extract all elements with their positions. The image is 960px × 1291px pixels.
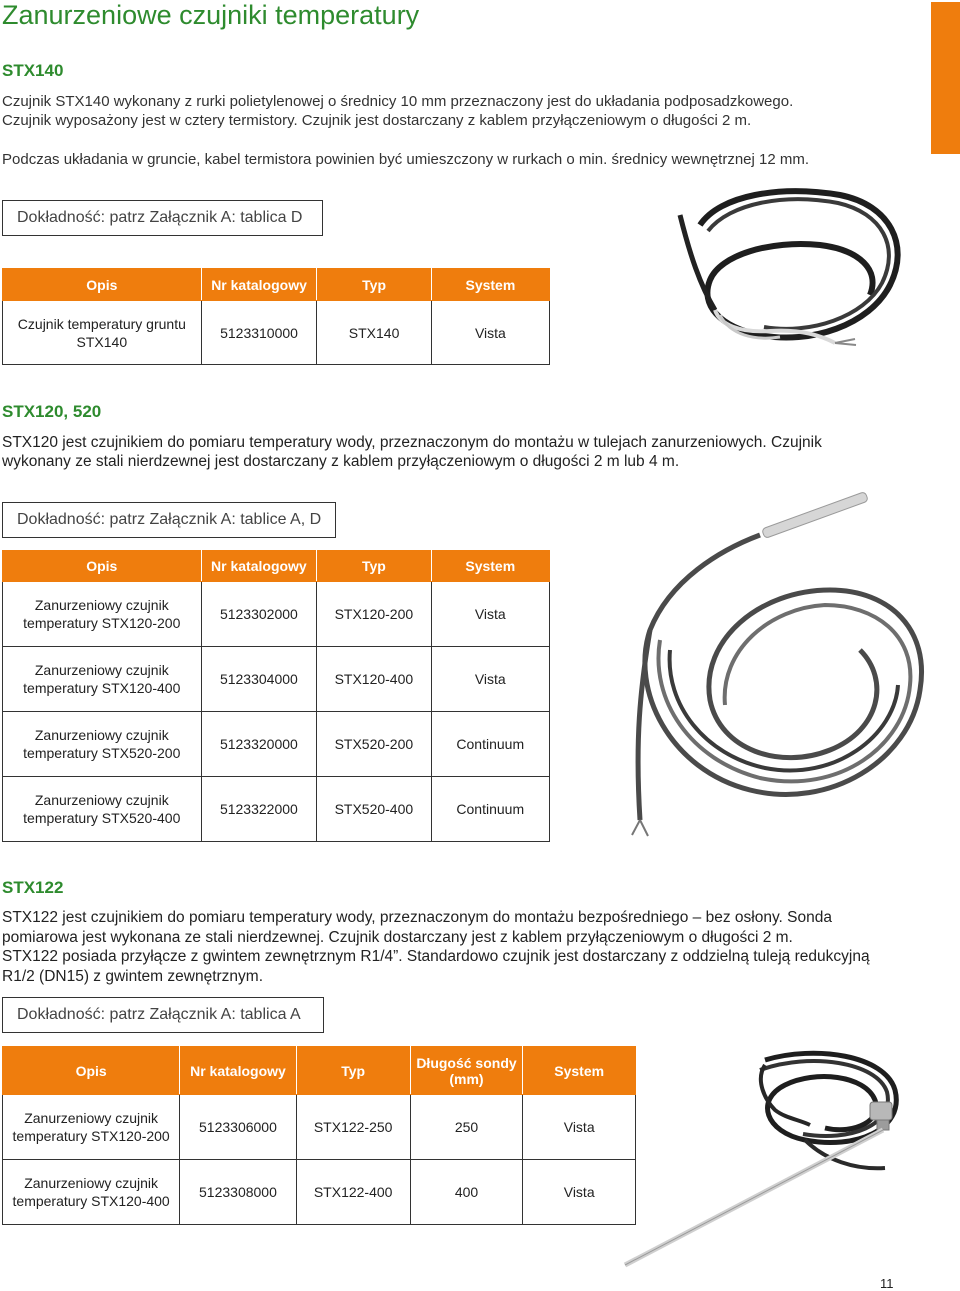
cell-system: Continuum bbox=[431, 712, 549, 777]
stx120-table bbox=[2, 550, 550, 842]
page-number: 11 bbox=[880, 1276, 894, 1291]
cell-system: Vista bbox=[523, 1095, 636, 1160]
cell-typ: STX520-400 bbox=[317, 777, 431, 842]
stx120-desc-line2: wykonany ze stali nierdzewnej jest dostarczany z kablem przyłączeniowym o długości 2 m lub 4 m. bbox=[2, 453, 680, 470]
table-row bbox=[3, 1095, 636, 1160]
col-header-nr: Nr katalogowy bbox=[201, 269, 317, 301]
stx140-accuracy-note: Dokładność: patrz Załącznik A: tablica D bbox=[2, 200, 323, 236]
stx122-heading: STX122 bbox=[2, 878, 64, 897]
cell-nr: 5123304000 bbox=[201, 647, 317, 712]
table-row bbox=[3, 582, 550, 647]
col-header-typ: Typ bbox=[317, 269, 431, 301]
cell-typ: STX122-400 bbox=[296, 1160, 410, 1225]
cell-system: Vista bbox=[431, 301, 549, 365]
col-header-typ: Typ bbox=[317, 551, 431, 582]
table-row bbox=[3, 1160, 636, 1225]
cell-opis: Czujnik temperatury gruntu STX140 bbox=[3, 301, 202, 365]
cell-system: Continuum bbox=[431, 777, 549, 842]
cell-nr: 5123310000 bbox=[201, 301, 317, 365]
cell-dlugosc: 250 bbox=[410, 1095, 523, 1160]
col-header-system: System bbox=[431, 269, 549, 301]
cell-opis: Zanurzeniowy czujnik temperatury STX520-200 bbox=[3, 712, 202, 777]
stx122-desc-line4: R1/2 (DN15) z gwintem zewnętrznym. bbox=[2, 968, 263, 985]
page-title: Zanurzeniowe czujniki temperatury bbox=[2, 0, 420, 30]
stx120-product-photo bbox=[610, 490, 940, 840]
cell-opis: Zanurzeniowy czujnik temperatury STX120-200 bbox=[3, 1095, 180, 1160]
stx140-desc-line3: Podczas układania w gruncie, kabel termistora powinien być umieszczony w rurkach o min. średnicy wewnętrznej 12 mm. bbox=[2, 151, 810, 168]
cell-typ: STX122-250 bbox=[296, 1095, 410, 1160]
cell-typ: STX120-200 bbox=[317, 582, 431, 647]
col-header-opis: Opis bbox=[3, 551, 202, 582]
section-tab-marker bbox=[931, 2, 960, 154]
col-header-system: System bbox=[431, 551, 549, 582]
stx122-desc-line3: STX122 posiada przyłącze z gwintem zewnętrznym R1/4”. Standardowo czujnik jest dostarczany z oddzielną tuleją redukcyjną bbox=[2, 948, 870, 965]
col-header-dlugosc-sondy: Długość sondy (mm) bbox=[410, 1047, 523, 1095]
stx122-product-photo bbox=[615, 1040, 905, 1270]
table-row bbox=[3, 301, 550, 365]
table-row bbox=[3, 712, 550, 777]
col-header-system: System bbox=[523, 1047, 636, 1095]
table-row bbox=[3, 777, 550, 842]
cell-opis: Zanurzeniowy czujnik temperatury STX120-400 bbox=[3, 1160, 180, 1225]
cell-opis: Zanurzeniowy czujnik temperatury STX120-400 bbox=[3, 647, 202, 712]
cell-system: Vista bbox=[431, 582, 549, 647]
cell-dlugosc: 400 bbox=[410, 1160, 523, 1225]
table-row bbox=[3, 647, 550, 712]
col-header-opis: Opis bbox=[3, 1047, 180, 1095]
stx140-product-photo bbox=[660, 185, 920, 365]
stx122-table bbox=[2, 1046, 636, 1225]
col-header-typ: Typ bbox=[296, 1047, 410, 1095]
stx140-table bbox=[2, 268, 550, 365]
stx122-desc-line1: STX122 jest czujnikiem do pomiaru temperatury wody, przeznaczonym do montażu bezpośredniego – bez osłony. Sonda bbox=[2, 909, 832, 926]
stx120-desc-line1: STX120 jest czujnikiem do pomiaru temperatury wody, przeznaczonym do montażu w tulejach zanurzeniowych. Czujnik bbox=[2, 434, 822, 451]
cell-nr: 5123322000 bbox=[201, 777, 317, 842]
stx140-heading: STX140 bbox=[2, 61, 64, 80]
cell-nr: 5123308000 bbox=[180, 1160, 296, 1225]
cell-nr: 5123306000 bbox=[180, 1095, 296, 1160]
cell-system: Vista bbox=[523, 1160, 636, 1225]
cell-nr: 5123320000 bbox=[201, 712, 317, 777]
cell-opis: Zanurzeniowy czujnik temperatury STX120-200 bbox=[3, 582, 202, 647]
cell-opis: Zanurzeniowy czujnik temperatury STX520-400 bbox=[3, 777, 202, 842]
cell-typ: STX520-200 bbox=[317, 712, 431, 777]
stx140-desc-line2: Czujnik wyposażony jest w cztery termistory. Czujnik jest dostarczany z kablem przyłączeniowym o długości 2 m. bbox=[2, 112, 752, 129]
stx140-desc-line1: Czujnik STX140 wykonany z rurki polietylenowej o średnicy 10 mm przeznaczony jest do układania podposadzkowego. bbox=[2, 93, 794, 110]
stx120-heading: STX120, 520 bbox=[2, 402, 102, 421]
cell-typ: STX140 bbox=[317, 301, 431, 365]
cell-nr: 5123302000 bbox=[201, 582, 317, 647]
col-header-nr: Nr katalogowy bbox=[201, 551, 317, 582]
stx122-desc-line2: pomiarowa jest wykonana ze stali nierdzewnej. Czujnik dostarczany jest z kablem przyłączeniowym o długości 2 m. bbox=[2, 929, 793, 946]
stx122-accuracy-note: Dokładność: patrz Załącznik A: tablica A bbox=[2, 997, 324, 1033]
stx120-accuracy-note: Dokładność: patrz Załącznik A: tablice A, D bbox=[2, 502, 336, 538]
cell-typ: STX120-400 bbox=[317, 647, 431, 712]
col-header-opis: Opis bbox=[3, 269, 202, 301]
cell-system: Vista bbox=[431, 647, 549, 712]
col-header-nr: Nr katalogowy bbox=[180, 1047, 296, 1095]
